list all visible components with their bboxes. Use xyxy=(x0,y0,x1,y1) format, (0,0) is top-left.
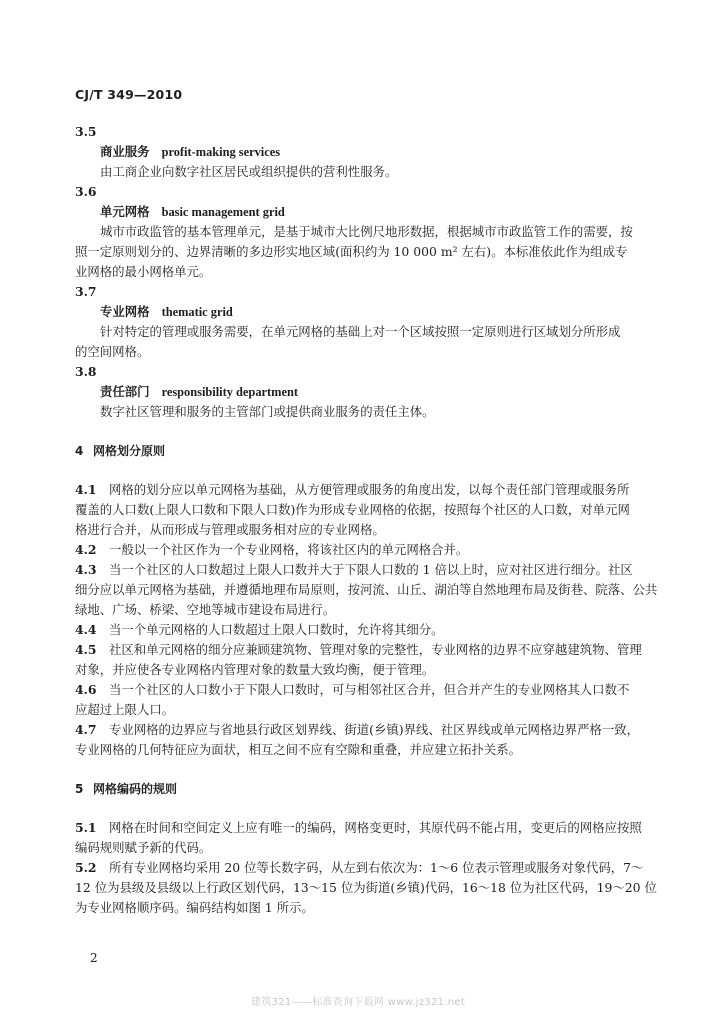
clause-line: 4.6 当一个社区的人口数小于下限人口数时，可与相邻社区合并，但合并产生的专业网格其人口数不 xyxy=(75,682,630,697)
term-definition-line: 由工商企业向数字社区居民或组织提供的营利性服务。 xyxy=(100,164,398,179)
clause-line: 应超过上限人口。 xyxy=(75,702,175,717)
term-heading xyxy=(100,304,665,320)
term-zh: 专业网格 xyxy=(100,304,150,319)
clause-line: 格进行合并，从而形成与管理或服务相对应的专业网格。 xyxy=(75,522,385,537)
term-heading xyxy=(100,384,665,400)
clause-number: 3.7 xyxy=(75,284,97,299)
clause-line: 为专业网格顺序码。编码结构如图 1 所示。 xyxy=(75,900,314,915)
clause-number: 4.3 xyxy=(75,562,97,577)
section-heading xyxy=(75,443,665,459)
term-definition-line: 的空间网格。 xyxy=(75,344,150,359)
clause-line: 绿地、广场、桥梁、空地等城市建设布局进行。 xyxy=(75,602,336,617)
clause-line: 4.1 网格的划分应以单元网格为基础，从方便管理或服务的角度出发，以每个责任部门管理或服务所 xyxy=(75,482,630,497)
clause-line: 编码规则赋予新的代码。 xyxy=(75,840,212,855)
term-definition-line: 业网格的最小网格单元。 xyxy=(75,264,212,279)
clause-line: 4.4 当一个单元网格的人口数超过上限人口数时，允许将其细分。 xyxy=(75,622,444,637)
clause-line: 覆盖的人口数(上限人口数和下限人口数)作为形成专业网格的依据，按照每个社区的人口数，对单元网 xyxy=(75,502,630,517)
clause-number: 5.2 xyxy=(75,860,97,875)
clause-line: 5.1 网格在时间和空间定义上应有唯一的编码，网格变更时，其原代码不能占用，变更后的网格应按照 xyxy=(75,820,642,835)
clause-number: 4.4 xyxy=(75,622,97,637)
clause-line: 对象，并应使各专业网格内管理对象的数量大致均衡，便于管理。 xyxy=(75,662,435,677)
clause-line: 4.7 专业网格的边界应与省地县行政区划界线、街道(乡镇)界线、社区界线或单元网格边界严格一致， xyxy=(75,722,640,737)
clause-number: 4.5 xyxy=(75,642,97,657)
page-number: 2 xyxy=(90,951,98,965)
term-en: profit-making services xyxy=(161,145,281,159)
clause-line: 12 位为县级及县级以上行政区划代码，13～15 位为街道(乡镇)代码，16～18 位为社区代码，19～20 位 xyxy=(75,880,657,895)
term-definition-line: 针对特定的管理或服务需要，在单元网格的基础上对一个区域按照一定原则进行区域划分所形成 xyxy=(100,324,621,339)
clause-number: 3.6 xyxy=(75,184,97,199)
term-definition-line: 数字社区管理和服务的主管部门或提供商业服务的责任主体。 xyxy=(100,404,435,419)
term-definition-line: 城市市政监管的基本管理单元，是基于城市大比例尺地形数据，根据城市市政监管工作的需要，按 xyxy=(100,224,633,239)
term-zh: 责任部门 xyxy=(100,384,150,399)
term-en: responsibility department xyxy=(161,385,298,399)
term-definition-line: 照一定原则划分的、边界清晰的多边形实地区域(面积约为 10 000 m² 左右)。本标准依此作为组成专 xyxy=(75,244,628,259)
term-en: basic management grid xyxy=(161,205,285,219)
term-zh: 单元网格 xyxy=(100,204,150,219)
clause-number: 4.7 xyxy=(75,722,97,737)
section-title: 网格编码的规则 xyxy=(93,782,178,796)
term-en: thematic grid xyxy=(161,305,233,319)
clause-number: 4.2 xyxy=(75,542,97,557)
clause-number: 3.5 xyxy=(75,124,97,139)
section-number: 5 xyxy=(75,782,84,796)
clause-number: 5.1 xyxy=(75,820,97,835)
clause-number: 3.8 xyxy=(75,364,97,379)
section-number: 4 xyxy=(75,444,84,458)
standard-code-header: CJ/T 349—2010 xyxy=(75,87,183,102)
clause-line: 5.2 所有专业网格均采用 20 位等长数字码，从左到右依次为：1～6 位表示管理或服务对象代码，7～ xyxy=(75,860,644,875)
footer-watermark: 建筑321——标准查询下载网 www.jz321.net xyxy=(250,997,466,1008)
clause-number: 4.1 xyxy=(75,482,97,497)
clause-line: 专业网格的几何特征应为面状，相互之间不应有空隙和重叠，并应建立拓扑关系。 xyxy=(75,742,522,757)
clause-line: 4.3 当一个社区的人口数超过上限人口数并大于下限人口数的 1 倍以上时，应对社区进行细分。社区 xyxy=(75,562,633,577)
clause-number: 4.6 xyxy=(75,682,97,697)
section-title: 网格划分原则 xyxy=(93,444,166,458)
term-heading xyxy=(100,144,665,160)
clause-line: 4.5 社区和单元网格的细分应兼顾建筑物、管理对象的完整性，专业网格的边界不应穿越建筑物、管理 xyxy=(75,642,642,657)
term-heading xyxy=(100,204,665,220)
clause-line: 4.2 一般以一个社区作为一个专业网格，将该社区内的单元网格合并。 xyxy=(75,542,469,557)
term-zh: 商业服务 xyxy=(100,144,150,159)
section-heading xyxy=(75,781,665,797)
clause-line: 细分应以单元网格为基础，并遵循地理布局原则，按河流、山丘、湖泊等自然地理布局及街巷、院落、公共 xyxy=(75,582,658,597)
